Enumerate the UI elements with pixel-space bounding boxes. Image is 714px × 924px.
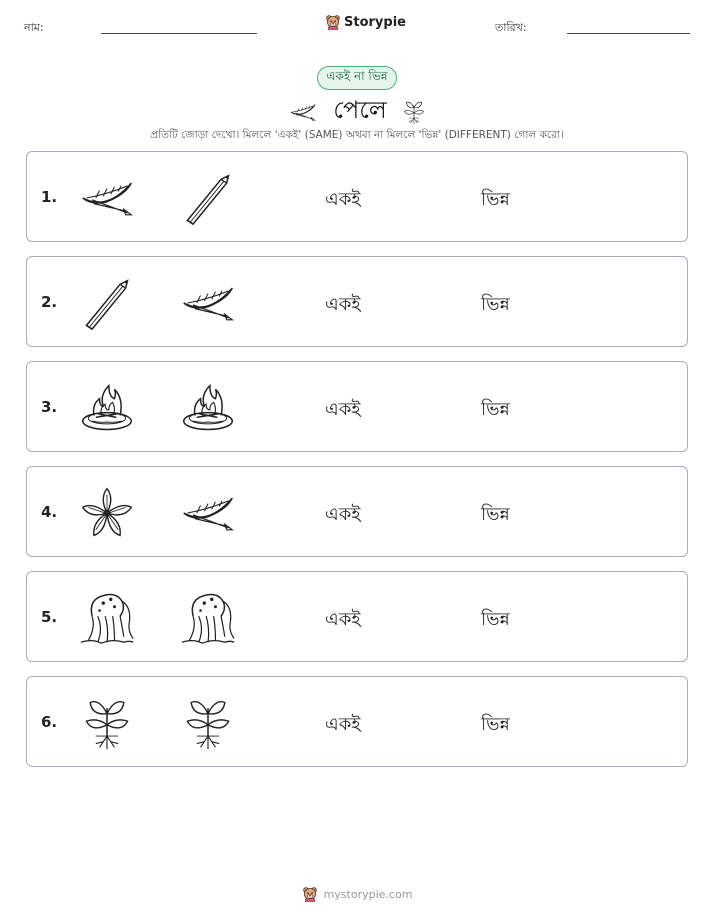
question-row [26, 151, 688, 242]
worksheet-type-badge: একই না ভিন্ন [317, 66, 397, 90]
option-same[interactable]: একই [325, 609, 361, 630]
question-number: 5. [41, 608, 58, 626]
question-row [26, 361, 688, 452]
question-row [26, 466, 688, 557]
option-different[interactable]: ভিন্ন [481, 399, 510, 420]
option-same[interactable]: একই [325, 399, 361, 420]
bear-logo-icon [302, 885, 318, 903]
footer-site: mystorypie.com [323, 887, 413, 901]
option-same[interactable]: একই [325, 714, 361, 735]
waterfall-icon [180, 590, 236, 646]
question-number: 6. [41, 713, 58, 731]
question-number: 2. [41, 293, 58, 311]
canoe-icon [180, 485, 236, 541]
date-label: তারিখ: [495, 21, 527, 34]
brand-logo [325, 13, 406, 31]
option-different[interactable]: ভিন্ন [481, 609, 510, 630]
canoe-icon [287, 98, 319, 126]
bear-logo-icon [325, 13, 341, 31]
canoe-icon [79, 170, 135, 226]
option-same[interactable]: একই [325, 504, 361, 525]
sapling-icon [180, 695, 236, 751]
option-different[interactable]: ভিন্ন [481, 714, 510, 735]
question-number: 1. [41, 188, 58, 206]
waterfall-icon [79, 590, 135, 646]
question-row [26, 676, 688, 767]
campfire-icon [180, 380, 236, 436]
name-label: নাম: [24, 21, 44, 34]
sapling-icon [79, 695, 135, 751]
question-row [26, 571, 688, 662]
pencil-icon [180, 170, 236, 226]
option-different[interactable]: ভিন্ন [481, 189, 510, 210]
name-field-line[interactable] [101, 33, 257, 34]
page-title: পেলে [333, 96, 387, 124]
option-same[interactable]: একই [325, 294, 361, 315]
title-row [0, 92, 714, 132]
question-row [26, 256, 688, 347]
pencil-icon [79, 275, 135, 331]
question-number: 3. [41, 398, 58, 416]
flower-icon [79, 485, 135, 541]
date-field-line[interactable] [567, 33, 690, 34]
canoe-icon [180, 275, 236, 331]
instructions: প্রতিটি জোড়া দেখো। মিললে 'একই' (SAME) অথবা না মিললে 'ভিন্ন' (DIFFERENT) গোল করো। [150, 129, 564, 141]
sapling-icon [401, 98, 427, 126]
footer [0, 885, 714, 903]
option-same[interactable]: একই [325, 189, 361, 210]
option-different[interactable]: ভিন্ন [481, 504, 510, 525]
brand-name: Storypie [344, 14, 406, 30]
option-different[interactable]: ভিন্ন [481, 294, 510, 315]
question-number: 4. [41, 503, 58, 521]
campfire-icon [79, 380, 135, 436]
